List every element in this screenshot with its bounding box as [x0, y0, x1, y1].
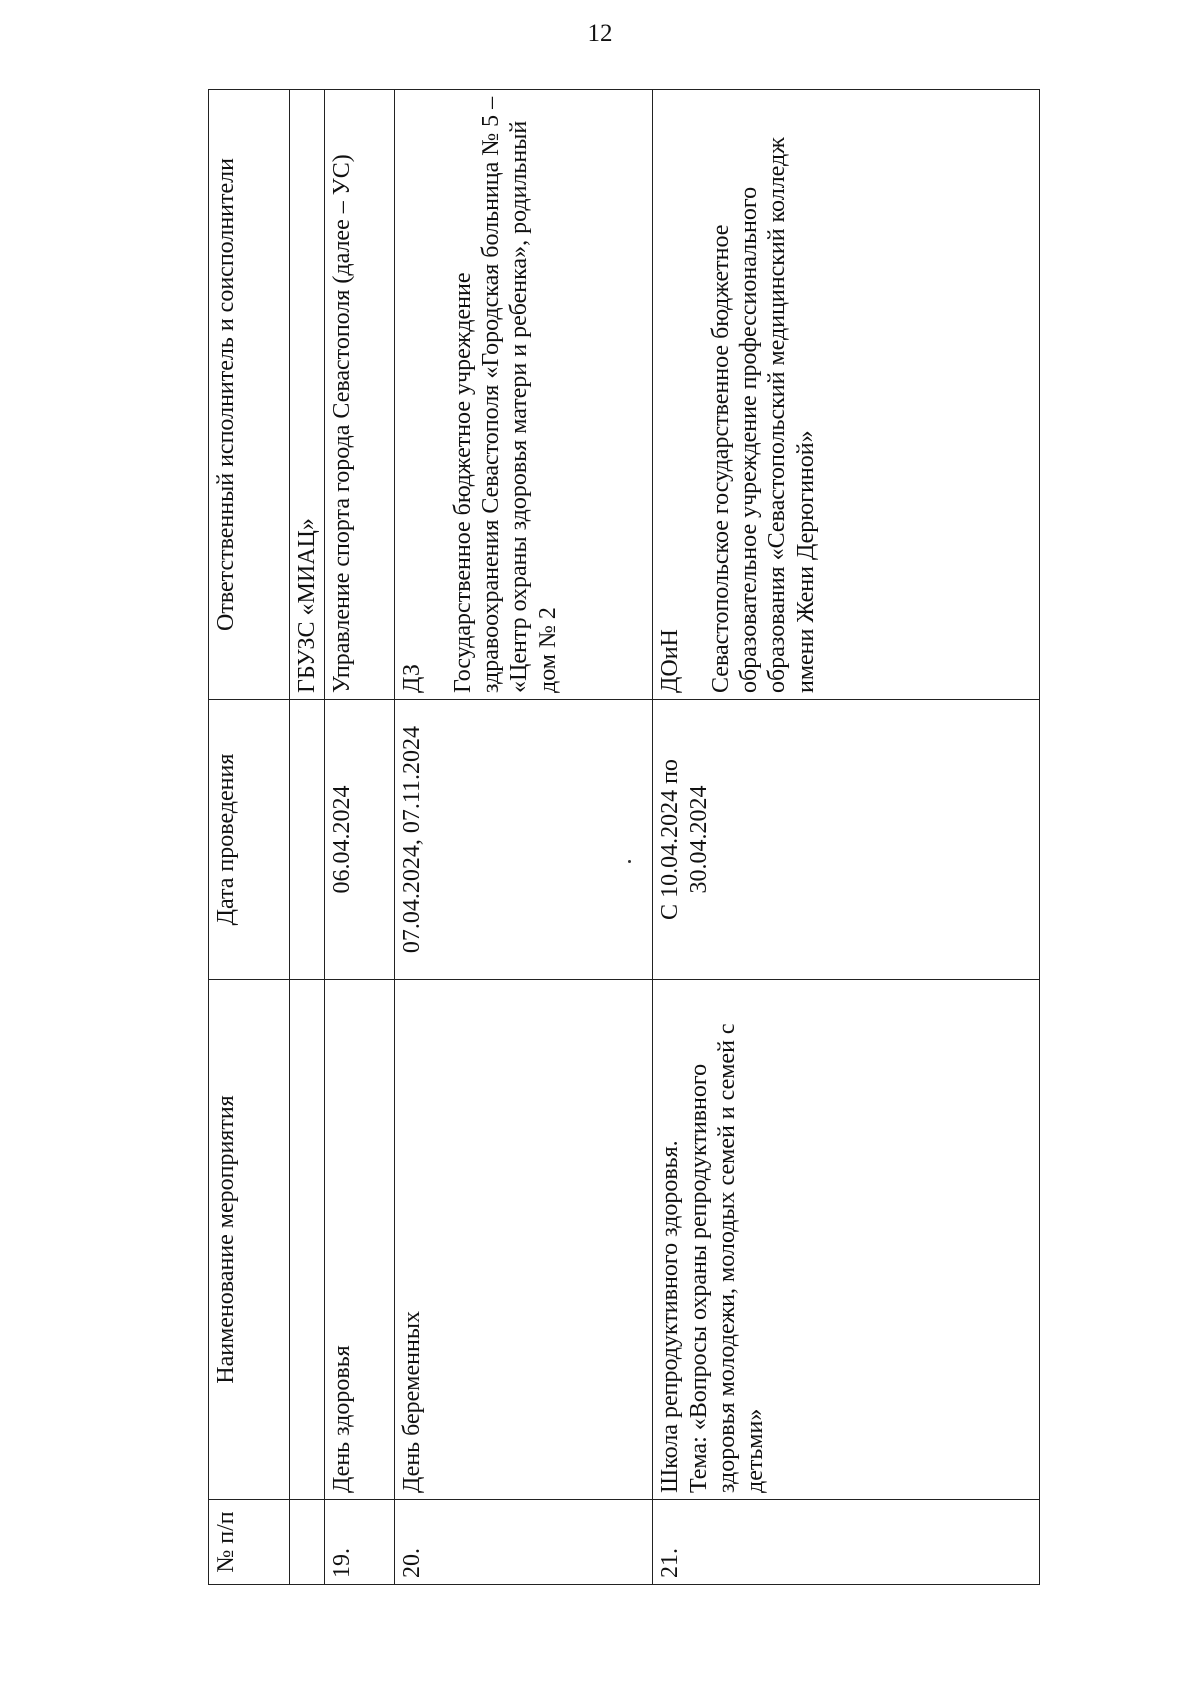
cell-event-name: [290, 980, 325, 1500]
table-row: [653, 90, 1040, 1585]
responsible-secondary: Государственное бюджетное учреждение здравоохранения Севастополя «Городская больница № 5 – «Центр охраны здоровья матери и ребенка», родильный дом № 2: [449, 96, 561, 693]
responsible-primary: ДОиН: [657, 629, 684, 693]
table-row: [395, 90, 653, 1585]
cell-date: С 10.04.2024 по 30.04.2024: [653, 700, 1040, 980]
header-number: № п/п: [209, 1500, 290, 1585]
page-number: 12: [587, 20, 613, 47]
responsible-primary: ДЗ: [399, 664, 426, 693]
cell-responsible: [653, 90, 1040, 700]
cell-number: 20.: [395, 1500, 653, 1585]
table-row: [325, 90, 395, 1585]
cell-date: 06.04.2024: [325, 700, 395, 980]
cell-event-name: День беременных: [395, 980, 653, 1500]
cell-date: [290, 700, 325, 980]
cell-responsible: [395, 90, 653, 700]
cell-number: [290, 1500, 325, 1585]
cell-event-name: День здоровья: [325, 980, 395, 1500]
event-title: Школа репродуктивного здоровья.: [657, 1140, 684, 1493]
event-topic: Тема: «Вопросы охраны репродуктивного здоровья молодежи, молодых семей и семей с детьми»: [685, 1023, 769, 1493]
cell-date: 07.04.2024, 07.11.2024: [395, 700, 653, 980]
cell-responsible: ГБУЗС «МИАЦ»: [290, 90, 325, 700]
cell-number: 21.: [653, 1500, 1040, 1585]
rotated-table-container: [208, 90, 1040, 1585]
header-responsible: Ответственный исполнитель и соисполнители: [209, 90, 290, 700]
header-event-name: Наименование мероприятия: [209, 980, 290, 1500]
table-header-row: [209, 90, 290, 1585]
responsible-secondary: Севастопольское государственное бюджетное образовательное учреждение профессионального образования «Севастопольский медицинский колледж имени Жени Дерюгиной»: [707, 137, 819, 693]
header-date: Дата проведения: [209, 700, 290, 980]
table-row-continued: [290, 90, 325, 1585]
cell-event-name: [653, 980, 1040, 1500]
cell-responsible: Управление спорта города Севастополя (далее – УС): [325, 90, 395, 700]
events-table: [208, 89, 1040, 1585]
cell-number: 19.: [325, 1500, 395, 1585]
